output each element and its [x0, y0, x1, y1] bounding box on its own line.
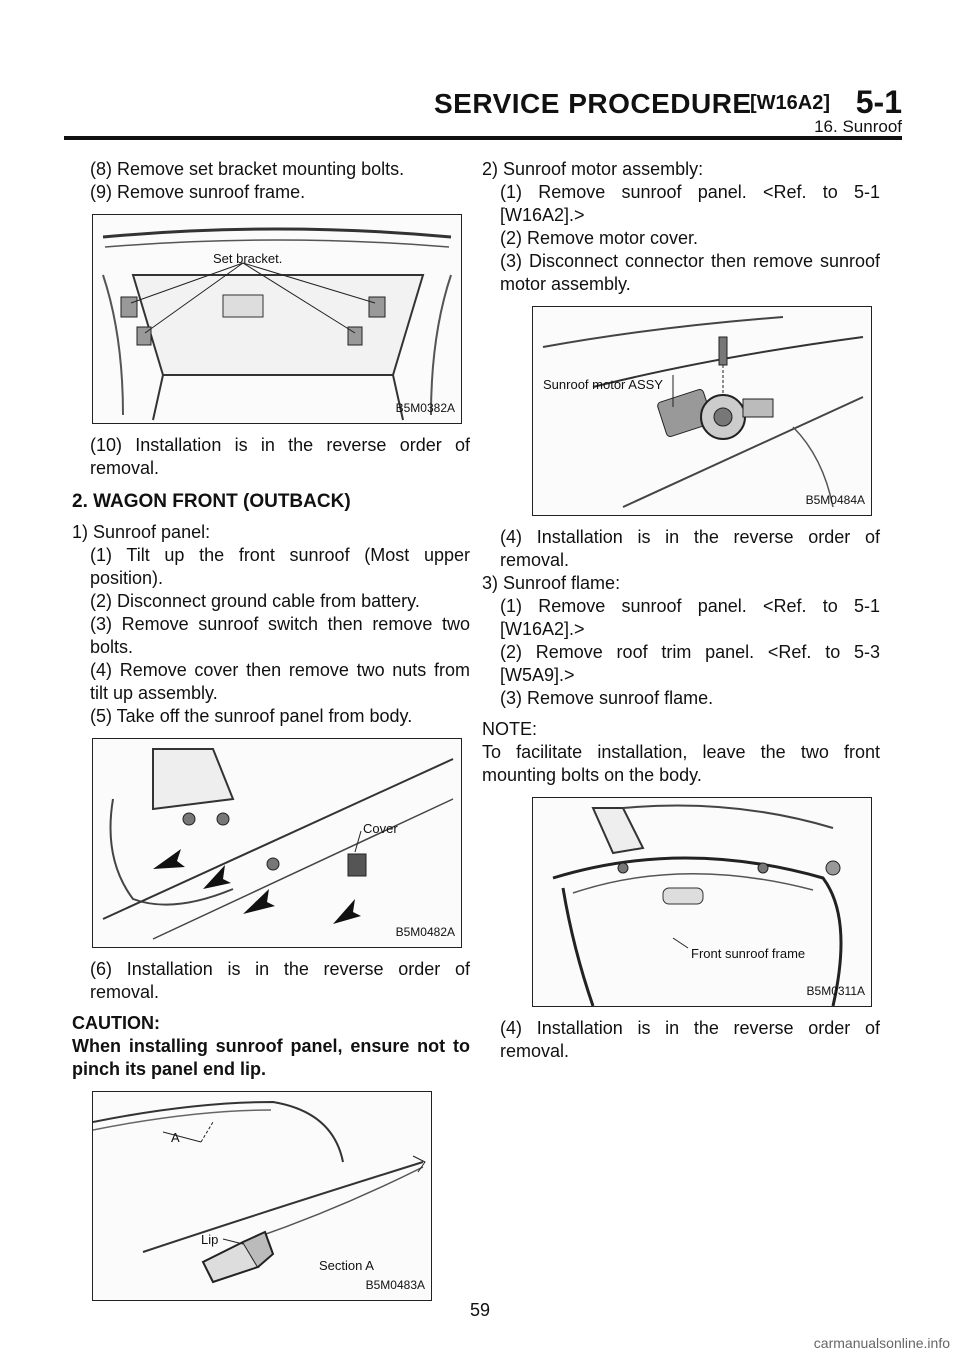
- step-text: (9) Remove sunroof frame.: [90, 182, 306, 202]
- sunroof-motor-illustration: [533, 307, 871, 515]
- figure-sunroof-motor: [532, 306, 872, 516]
- step-text: (1) Remove sunroof panel. <Ref. to 5-1 [W16A2].>: [500, 182, 880, 225]
- cover-illustration: [93, 739, 461, 947]
- header-title: SERVICE PROCEDURE: [434, 88, 752, 119]
- header-chapter: 5-1: [855, 84, 902, 120]
- watermark: carmanualsonline.info: [813, 1335, 950, 1351]
- step-text: (8) Remove set bracket mounting bolts.: [90, 159, 405, 179]
- figure-id: B5M0482A: [395, 925, 455, 939]
- figure-id: B5M0311A: [806, 984, 865, 998]
- figure-id: B5M0382A: [395, 401, 455, 415]
- step-text: (6) Installation is in the reverse order of removal.: [90, 959, 470, 1002]
- section-heading: 2. WAGON FRONT (OUTBACK): [72, 491, 351, 512]
- page-number: 59: [469, 1300, 491, 1320]
- figure-id: B5M0483A: [365, 1278, 425, 1292]
- figure-label: Front sunroof frame: [691, 946, 806, 961]
- figure-label: Sunroof motor ASSY: [543, 377, 663, 392]
- figure-section-a: [92, 1091, 432, 1301]
- note-title: NOTE:: [482, 719, 538, 739]
- front-sunroof-frame-illustration: [533, 798, 871, 1006]
- figure-front-sunroof-frame: [532, 797, 872, 1007]
- step-text: (2) Disconnect ground cable from battery.: [90, 591, 420, 611]
- figure-label: Section A: [319, 1258, 374, 1273]
- header-rule: [64, 136, 902, 140]
- step-text: (2) Remove motor cover.: [500, 228, 699, 248]
- step-text: (4) Installation is in the reverse order of removal.: [500, 527, 880, 570]
- left-column: [72, 158, 470, 1311]
- figure-label: A: [171, 1130, 180, 1145]
- step-text: (1) Tilt up the front sunroof (Most upper position).: [90, 545, 470, 588]
- step-text: (4) Installation is in the reverse order of removal.: [500, 1018, 880, 1061]
- right-column: [482, 158, 880, 1063]
- section-a-illustration: [93, 1092, 431, 1300]
- step-text: (3) Remove sunroof flame.: [500, 688, 714, 708]
- step-text: (3) Disconnect connector then remove sunroof motor assembly.: [500, 251, 880, 294]
- figure-cover: [92, 738, 462, 948]
- step-text: (3) Remove sunroof switch then remove two bolts.: [90, 614, 470, 657]
- page-header: [64, 0, 902, 140]
- header-subtitle: 16. Sunroof: [814, 117, 902, 136]
- step-text: (5) Take off the sunroof panel from body.: [90, 706, 413, 726]
- note-text: To facilitate installation, leave the two front mounting bolts on the body.: [482, 742, 880, 785]
- step-text: (4) Remove cover then remove two nuts from tilt up assembly.: [90, 660, 470, 703]
- figure-label: Cover: [363, 821, 398, 836]
- header-code: [W16A2]: [749, 92, 830, 114]
- figure-id: B5M0484A: [805, 493, 865, 507]
- caution-text: When installing sunroof panel, ensure not to pinch its panel end lip.: [72, 1036, 470, 1079]
- caution-title: CAUTION:: [72, 1013, 160, 1033]
- step-text: 1) Sunroof panel:: [72, 522, 211, 542]
- figure-label: Lip: [201, 1232, 219, 1247]
- step-text: 3) Sunroof flame:: [482, 573, 621, 593]
- step-text: 2) Sunroof motor assembly:: [482, 159, 704, 179]
- figure-set-bracket: [92, 214, 462, 424]
- step-text: (10) Installation is in the reverse order of removal.: [90, 435, 470, 478]
- step-text: (2) Remove roof trim panel. <Ref. to 5-3 [W5A9].>: [500, 642, 880, 685]
- figure-label: Set bracket.: [213, 251, 283, 266]
- step-text: (1) Remove sunroof panel. <Ref. to 5-1 [W16A2].>: [500, 596, 880, 639]
